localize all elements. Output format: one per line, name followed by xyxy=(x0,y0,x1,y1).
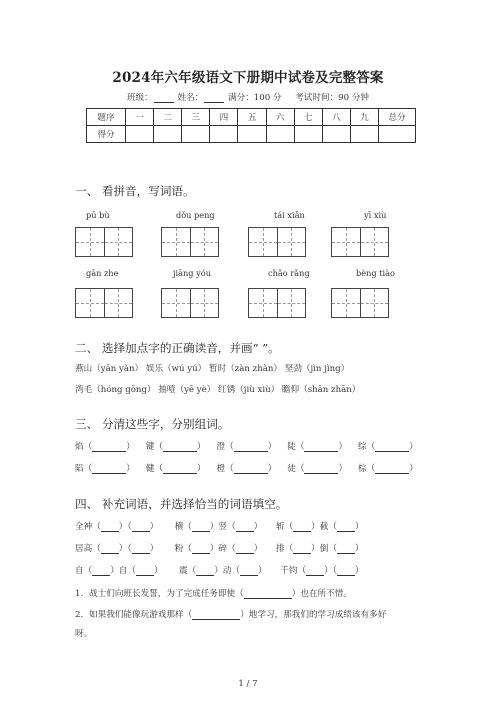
answer-blank[interactable] xyxy=(306,566,324,576)
paren-close: ） xyxy=(126,442,135,452)
idiom-text: 横（ xyxy=(174,522,192,532)
score-header-cell: 九 xyxy=(350,109,378,126)
paren-close: ） xyxy=(196,442,206,452)
idiom-text: ）自（ xyxy=(110,566,136,576)
idiom-text: ） xyxy=(149,544,159,554)
idiom-row xyxy=(75,564,364,576)
answer-blank[interactable] xyxy=(192,610,240,620)
idiom-text: ） xyxy=(354,566,364,576)
score-input-cell[interactable] xyxy=(266,126,294,143)
reading-line: 湾毛（hóng gōng） 抽噎（yē yè） 红锈（jiù xiù） 瞻仰（shān zhān） xyxy=(75,385,361,395)
reading-line: 燕山（yān yàn） 娱乐（wú yú） 暂时（zàn zhàn） 坚劲（jìn jìng） xyxy=(75,364,350,374)
question-1 xyxy=(75,587,352,599)
section3-heading: 三、 分清这些字，分别组词。 xyxy=(75,417,230,431)
answer-blank[interactable] xyxy=(293,522,311,532)
pinyin-label: tái xiǎn xyxy=(274,210,305,220)
score-input-cell[interactable] xyxy=(379,126,416,143)
pinyin-label: chǎo rǎng xyxy=(268,268,310,278)
idiom-text: 全神（ xyxy=(75,522,101,532)
answer-blank[interactable] xyxy=(293,544,311,554)
answer-blank[interactable] xyxy=(192,544,210,554)
idiom-text: ）竖（ xyxy=(209,522,236,532)
idiom-text: ）（ xyxy=(324,566,337,576)
score-header-cell: 四 xyxy=(210,109,238,126)
writing-grid[interactable] xyxy=(161,227,219,257)
paren-close: ） xyxy=(409,464,418,474)
full-score: 满分：100 分 xyxy=(228,93,282,103)
word-char: 综（ xyxy=(358,442,376,452)
idiom-text: ） xyxy=(354,544,364,554)
score-input-cell[interactable] xyxy=(294,126,322,143)
word-char: 陷（ xyxy=(75,464,93,474)
writing-grid[interactable] xyxy=(331,288,389,318)
name-label: 姓名： xyxy=(177,93,204,103)
question-2 xyxy=(75,608,386,620)
score-header-cell: 五 xyxy=(238,109,266,126)
pinyin-label: gān zhe xyxy=(86,268,119,278)
pinyin-label: jiāng yóu xyxy=(173,268,211,278)
class-label: 班级： xyxy=(126,93,153,103)
answer-blank[interactable] xyxy=(192,522,210,532)
idiom-text: ） xyxy=(253,522,263,532)
score-header-row xyxy=(87,109,416,126)
idiom-text: ） xyxy=(258,566,267,576)
answer-blank[interactable] xyxy=(244,589,292,599)
idiom-text: ）截（ xyxy=(311,522,337,532)
score-input-cell[interactable] xyxy=(322,126,350,143)
answer-blank[interactable] xyxy=(136,566,154,576)
answer-blank[interactable] xyxy=(337,522,355,532)
idiom-text: 自（ xyxy=(75,566,93,576)
score-header-cell: 题序 xyxy=(87,109,126,126)
answer-blank[interactable] xyxy=(196,566,214,576)
answer-blank[interactable] xyxy=(101,544,119,554)
answer-blank[interactable] xyxy=(92,464,126,474)
word-char: 棕（ xyxy=(358,464,376,474)
word-char: 焰（ xyxy=(75,442,93,452)
section2-heading: 二、 选择加点字的正确读音，并画“ ”。 xyxy=(75,341,280,355)
answer-blank[interactable] xyxy=(132,544,150,554)
idiom-text: ）（ xyxy=(118,544,132,554)
page-number: 1 / 7 xyxy=(238,679,258,689)
word-char: 键（ xyxy=(145,442,163,452)
word-char: 橙（ xyxy=(216,464,234,474)
pinyin-label: pū bù xyxy=(86,210,110,220)
word-group-row xyxy=(75,462,418,474)
idiom-row xyxy=(75,520,364,532)
answer-blank[interactable] xyxy=(236,544,254,554)
writing-grid[interactable] xyxy=(75,288,133,318)
idiom-text: ） xyxy=(354,522,364,532)
writing-grid[interactable] xyxy=(161,288,219,318)
score-header-cell: 八 xyxy=(322,109,350,126)
idiom-text: ）倒（ xyxy=(311,544,337,554)
idiom-text: 排（ xyxy=(275,544,294,554)
page-title: 2024年六年级语文下册期中试卷及完整答案 xyxy=(112,70,384,86)
answer-blank[interactable] xyxy=(101,522,119,532)
score-input-cell[interactable] xyxy=(126,126,154,143)
exam-info xyxy=(0,91,496,103)
score-input-cell[interactable] xyxy=(182,126,210,143)
idiom-row xyxy=(75,542,364,554)
exam-time: 考试时间：90 分钟 xyxy=(295,93,370,103)
writing-grid[interactable] xyxy=(248,288,306,318)
pinyin-label: bèng tiào xyxy=(356,268,395,278)
score-value-row xyxy=(87,126,416,143)
question-text: 1．战士们向班长发誓，为了完成任务即使（ xyxy=(75,589,244,599)
word-char: 陡（ xyxy=(287,442,305,452)
score-input-cell[interactable] xyxy=(350,126,378,143)
answer-blank[interactable] xyxy=(163,464,197,474)
score-input-cell[interactable] xyxy=(210,126,238,143)
paren-close: ） xyxy=(267,464,277,474)
section1-heading: 一、 看拼音，写词语。 xyxy=(75,184,195,198)
writing-grid[interactable] xyxy=(331,227,389,257)
word-char: 徒（ xyxy=(287,464,305,474)
score-header-cell: 三 xyxy=(182,109,210,126)
class-blank xyxy=(154,93,174,103)
answer-blank[interactable] xyxy=(304,464,338,474)
idiom-text: ）动（ xyxy=(214,566,240,576)
answer-blank[interactable] xyxy=(375,442,409,452)
idiom-text: 居高（ xyxy=(75,544,101,554)
answer-blank[interactable] xyxy=(92,442,126,452)
answer-blank[interactable] xyxy=(304,442,338,452)
word-char: 健（ xyxy=(145,464,163,474)
score-header-cell: 一 xyxy=(126,109,154,126)
answer-blank[interactable] xyxy=(375,464,409,474)
idiom-text: 斩（ xyxy=(275,522,294,532)
question-text: ）地学习，那我们的学习成绩该有多好 xyxy=(240,610,387,620)
idiom-text: 千钧（ xyxy=(280,566,307,576)
idiom-text: ） xyxy=(154,566,163,576)
pinyin-label: dǒu peng xyxy=(176,210,215,220)
section4-heading: 四、 补充词语，并选择恰当的词语填空。 xyxy=(75,497,288,511)
word-char: 澄（ xyxy=(216,442,234,452)
score-header-cell: 二 xyxy=(154,109,182,126)
answer-blank[interactable] xyxy=(234,464,268,474)
paren-close: ） xyxy=(267,442,277,452)
answer-blank[interactable] xyxy=(92,566,110,576)
answer-blank[interactable] xyxy=(234,442,268,452)
idiom-text: ）碎（ xyxy=(209,544,236,554)
answer-blank[interactable] xyxy=(240,566,258,576)
score-header-cell: 七 xyxy=(294,109,322,126)
pinyin-label: yī xiù xyxy=(364,210,387,220)
idiom-text: ） xyxy=(253,544,263,554)
idiom-text: ） xyxy=(149,522,159,532)
answer-blank[interactable] xyxy=(163,442,197,452)
writing-grid[interactable] xyxy=(248,227,306,257)
answer-blank[interactable] xyxy=(236,522,254,532)
idiom-text: ）（ xyxy=(118,522,132,532)
score-input-cell[interactable] xyxy=(154,126,182,143)
name-blank xyxy=(204,93,224,103)
score-input-cell[interactable] xyxy=(238,126,266,143)
idiom-text: 震（ xyxy=(179,566,197,576)
score-header-cell: 六 xyxy=(266,109,294,126)
word-group-row xyxy=(75,440,418,452)
answer-blank[interactable] xyxy=(337,566,355,576)
score-header-cell: 总分 xyxy=(379,109,416,126)
paren-close: ） xyxy=(338,464,348,474)
writing-grid[interactable] xyxy=(75,227,133,257)
score-row-label: 得分 xyxy=(87,126,126,143)
paren-close: ） xyxy=(338,442,348,452)
answer-blank[interactable] xyxy=(132,522,150,532)
paren-close: ） xyxy=(126,464,135,474)
paren-close: ） xyxy=(196,464,206,474)
answer-blank[interactable] xyxy=(337,544,355,554)
question-text: 2．如果我们能像玩游戏那样（ xyxy=(75,610,193,620)
score-table xyxy=(86,108,416,143)
idiom-text: 粉（ xyxy=(174,544,192,554)
question-text: ）也在所不惜。 xyxy=(291,589,352,599)
paren-close: ） xyxy=(409,442,418,452)
question-2-continuation: 呀。 xyxy=(75,629,93,639)
